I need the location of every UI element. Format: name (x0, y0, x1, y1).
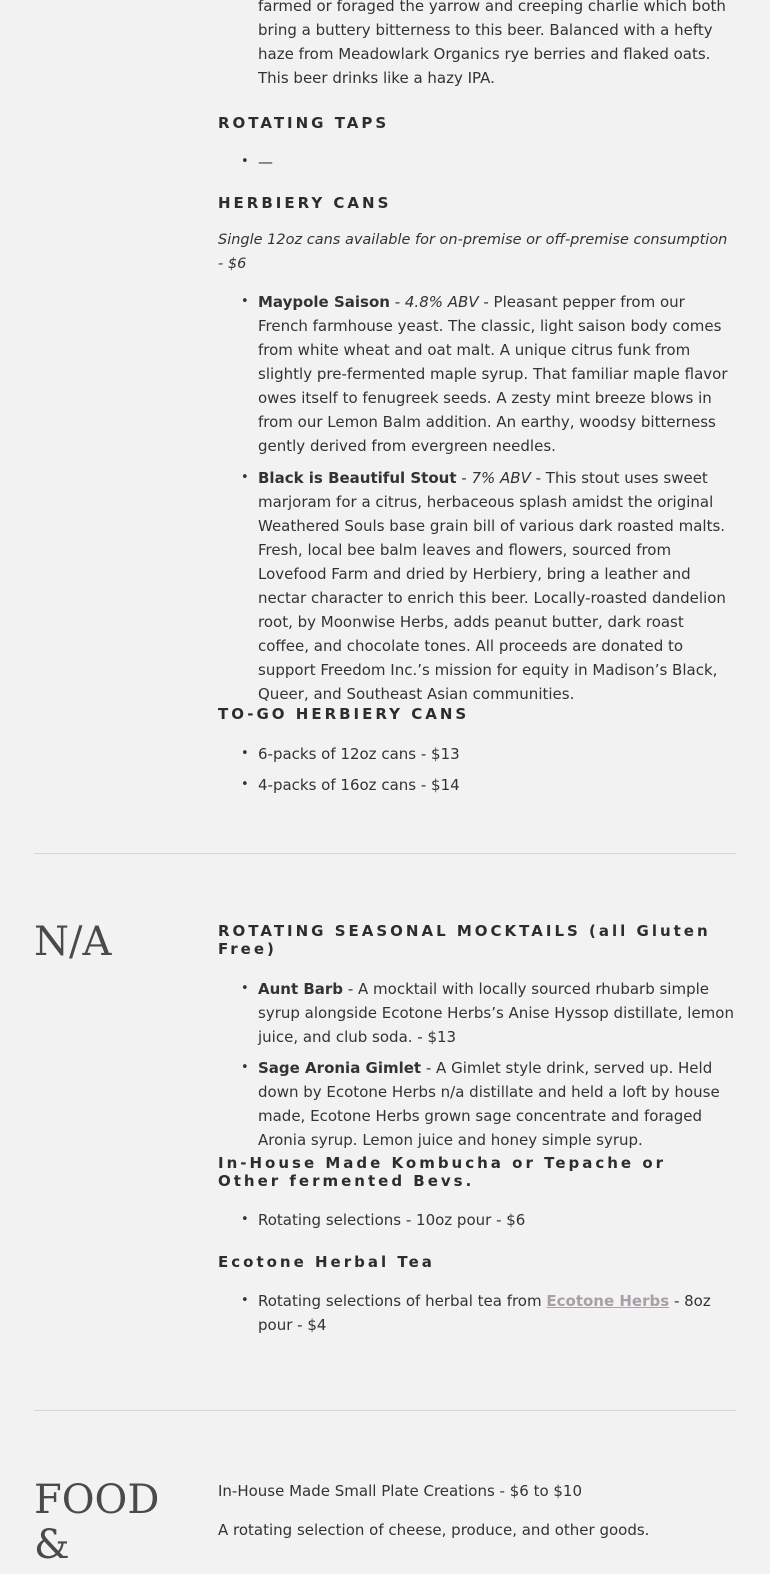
food-title-line1: FOOD (34, 1477, 160, 1523)
mocktail-name: Sage Aronia Gimlet (258, 1059, 422, 1077)
list-item: • — (218, 150, 736, 174)
section-title-food (34, 1472, 159, 1574)
mocktails-list (218, 977, 736, 1152)
beer-text: This stout uses sweet marjoram for a citrus, herbaceous splash amidst the original Weathered Souls base grain bill of various dark roasted malts. Fresh, local bee balm leaves and flowers, sourced from Lovefood Farm and dried by Herbiery, bring a leather and nectar character to enrich this beer. Locally-roasted dandelion root, by Moonwise Herbs, adds peanut butter, dark roast coffee, and chocolate tones. All proceeds are donated to support Freedom Inc.’s mission for equity in Madison’s Black, Queer, and Southeast Asian communities. (258, 469, 726, 703)
kombucha-section (218, 1154, 736, 1232)
beer-abv: 4.8% ABV (404, 293, 479, 311)
ecotone-herbs-link[interactable]: Ecotone Herbs (546, 1292, 670, 1310)
herbiery-cans-heading: HERBIERY CANS (218, 194, 392, 212)
list-item (218, 977, 736, 1049)
list-item: • Maypole Saison - 4.8% ABV - Pleasant pepper from our French farmhouse yeast. The classic, light saison body comes from white wheat and oat malt. A unique citrus funk from slightly pre-fermented maple syrup. That familiar maple flavor owes itself to fenugreek seeds. A zesty mint breeze blows in from our Lemon Balm addition. An earthy, woodsy bitterness gently derived from evergreen needles. (218, 290, 736, 458)
food-line-2: A rotating selection of cheese, produce, and other goods. (218, 1521, 650, 1539)
list-item: • Rotating selections - 10oz pour - $6 (218, 1208, 736, 1232)
herbiery-cans-section (218, 194, 736, 706)
beer-abv: 7% ABV (471, 469, 531, 487)
tea-heading: Ecotone Herbal Tea (218, 1253, 435, 1271)
kombucha-heading: In-House Made Kombucha or Tepache or Other fermented Bevs. (218, 1154, 667, 1190)
food-line-1: In-House Made Small Plate Creations - $6 to $10 (218, 1482, 583, 1500)
divider (34, 1410, 736, 1411)
section-title-na: N/A (34, 919, 112, 965)
beer-description-text: farmed or foraged the yarrow and creeping charlie which both bring a buttery bitterness to this beer. Balanced with a hefty haze from Meadowlark Organics rye berries and flaked oats. This beer drinks like a hazy IPA. (258, 0, 726, 87)
tea-prefix: Rotating selections of herbal tea from (258, 1292, 547, 1310)
list-item (218, 1289, 736, 1337)
divider (34, 853, 736, 854)
food-section (218, 1479, 736, 1542)
herbiery-cans-note: Single 12oz cans available for on-premise or off-premise consumption - $6 (218, 232, 728, 272)
mocktail-name: Aunt Barb (258, 980, 344, 998)
food-title-line2: & (34, 1522, 70, 1568)
kombucha-list (218, 1208, 736, 1232)
mocktail-text: - A Gimlet style drink, served up. Held down by Ecotone Herbs n/a distillate and held a loft by house made, Ecotone Herbs grown sage concentrate and foraged Aronia syrup. Lemon juice and honey simple syrup. (258, 1059, 720, 1149)
beer-description-continued (218, 0, 736, 90)
tea-section (218, 1253, 736, 1337)
rotating-taps-section (218, 114, 736, 174)
tea-list (218, 1289, 736, 1337)
tea-suffix: - 8oz pour - $4 (258, 1292, 711, 1334)
mocktails-section (218, 922, 736, 1152)
rotating-taps-list (218, 150, 736, 174)
list-item: • 6-packs of 12oz cans - $13 (218, 742, 736, 766)
mocktail-text: - A mocktail with locally sourced rhubarb simple syrup alongside Ecotone Herbs’s Anise Hyssop distillate, lemon juice, and club soda. - $13 (258, 980, 734, 1046)
beer-text: Pleasant pepper from our French farmhouse yeast. The classic, light saison body comes from white wheat and oat malt. A unique citrus funk from slightly pre-fermented maple syrup. That familiar maple flavor owes itself to fenugreek seeds. A zesty mint breeze blows in from our Lemon Balm addition. An earthy, woodsy bitterness gently derived from evergreen needles. (258, 293, 728, 455)
beer-name: Maypole Saison (258, 293, 390, 311)
list-item (218, 1056, 736, 1152)
togo-section (218, 705, 736, 797)
rotating-taps-heading: ROTATING TAPS (218, 114, 390, 132)
togo-heading: TO-GO HERBIERY CANS (218, 705, 470, 723)
list-item: • Black is Beautiful Stout - 7% ABV - This stout uses sweet marjoram for a citrus, herbaceous splash amidst the original Weathered Souls base grain bill of various dark roasted malts. Fresh, local bee balm leaves and flowers, sourced from Lovefood Farm and dried by Herbiery, bring a leather and nectar character to enrich this beer. Locally-roasted dandelion root, by Moonwise Herbs, adds peanut butter, dark roast coffee, and chocolate tones. All proceeds are donated to support Freedom Inc.’s mission for equity in Madison’s Black, Queer, and Southeast Asian communities. (218, 466, 736, 706)
herbiery-cans-list (218, 290, 736, 706)
beer-name: Black is Beautiful Stout (258, 469, 457, 487)
togo-list (218, 742, 736, 797)
list-item: • 4-packs of 16oz cans - $14 (218, 773, 736, 797)
mocktails-heading: ROTATING SEASONAL MOCKTAILS (all Gluten Free) (218, 922, 711, 958)
